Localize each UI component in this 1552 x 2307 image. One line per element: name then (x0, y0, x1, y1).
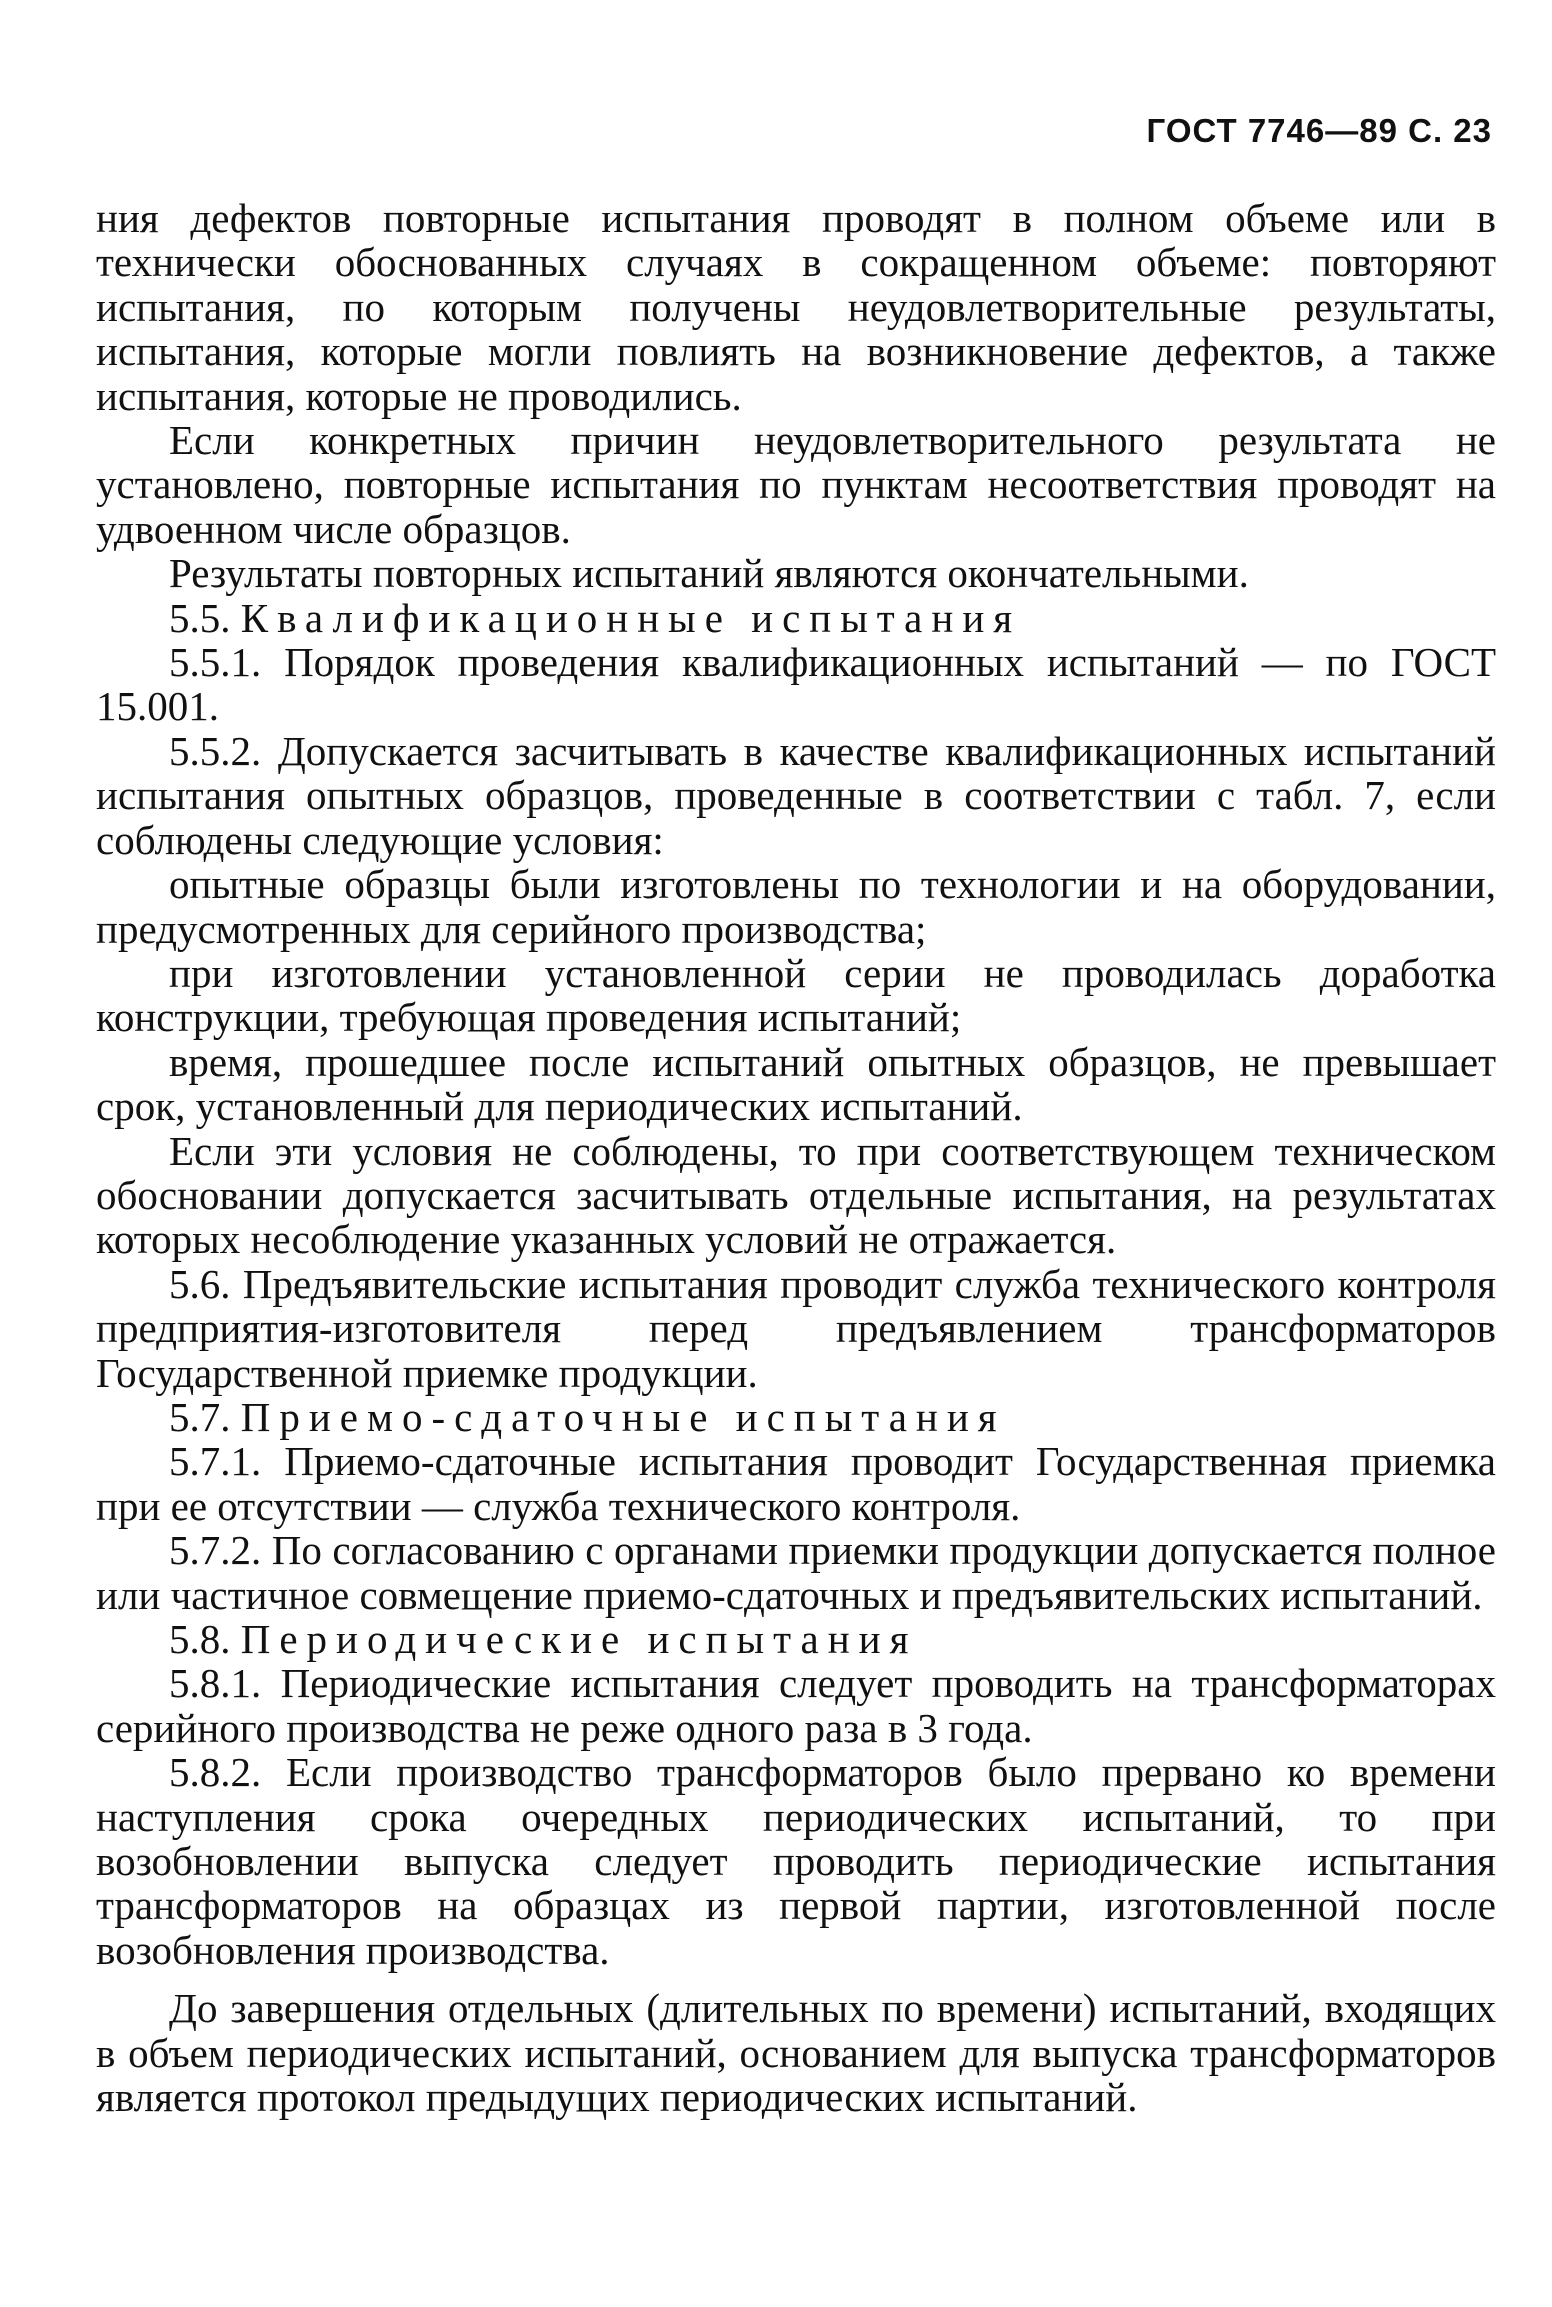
paragraph: опытные образцы были изготовлены по технологии и на оборудовании, предусмотренных для серийного производства; (96, 861, 1496, 952)
section-title: Приемо-сдаточные испытания (240, 1393, 1006, 1440)
paragraph: 5.6. Предъявительские испытания проводит служба технического контроля предприятия-изготовителя перед предъявлением трансформаторов Государственной приемке продукции. (96, 1260, 1496, 1396)
section-heading (96, 1395, 1496, 1439)
paragraph: 5.5.2. Допускается засчитывать в качестве квалификационных испытаний испытания опытных образцов, проведенные в соответствии с табл. 7, если соблюдены следующие условия: (96, 727, 1496, 863)
section-heading (96, 596, 1496, 640)
paragraph: ния дефектов повторные испытания проводят в полном объеме или в технически обоснованных случаях в сокращенном объеме: повторяют испытания, по которым получены неудовлетворительные результаты, испытания, которые могли повлиять на возникновение дефектов, а также испытания, которые не проводились. (96, 195, 1496, 419)
standard-number: ГОСТ 7746—89 (1146, 112, 1398, 149)
section-number: 5.5. (169, 594, 231, 641)
paragraph: 5.8.1. Периодические испытания следует проводить на трансформаторах серийного производства не реже одного раза в 3 года. (96, 1660, 1496, 1751)
paragraph: 5.7.2. По согласованию с органами приемки продукции допускается полное или частичное совмещение приемо-сдаточных и предъявительских испытаний. (96, 1527, 1496, 1618)
section-number: 5.8. (169, 1616, 231, 1662)
section-heading (96, 1617, 1496, 1661)
section-title: Квалификационные испытания (240, 594, 1022, 641)
paragraph: время, прошедшее после испытаний опытных образцов, не превышает срок, установленный для периодических испытаний. (96, 1038, 1496, 1130)
paragraph: До завершения отдельных (длительных по времени) испытаний, входящих в объем периодических испытаний, основанием для выпуска трансформаторов является протокол предыдущих периодических испытаний. (96, 1985, 1496, 2121)
page-number: С. 23 (1408, 112, 1492, 149)
section-title: Периодические испытания (240, 1616, 918, 1662)
section-number: 5.7. (169, 1393, 231, 1440)
paragraph: Результаты повторных испытаний являются окончательными. (169, 550, 1249, 597)
document-body (96, 196, 1496, 2119)
paragraph: 5.7.1. Приемо-сдаточные испытания проводит Государственная приемка при ее отсутствии — служба технического контроля. (96, 1438, 1496, 1529)
paragraph: Если эти условия не соблюдены, то при соответствующем техническом обосновании допускается засчитывать отдельные испытания, на результатах которых несоблюдение указанных условий не отражается. (96, 1127, 1496, 1263)
page-header (1147, 112, 1492, 150)
paragraph: Если конкретных причин неудовлетворительного результата не установлено, повторные испытания по пунктам несоответствия проводят на удвоенном числе образцов. (96, 417, 1496, 552)
paragraph: 5.8.2. Если производство трансформаторов было прервано ко времени наступления срока очередных периодических испытаний, то при возобновлении выпуска следует проводить периодические испытания трансформаторов на образцах из первой партии, изготовленной после возобновления производства. (96, 1749, 1496, 1973)
paragraph: 5.5.1. Порядок проведения квалификационных испытаний — по ГОСТ 15.001. (96, 639, 1496, 730)
paragraph: при изготовлении установленной серии не проводилась доработка конструкции, требующая проведения испытаний; (96, 949, 1496, 1041)
